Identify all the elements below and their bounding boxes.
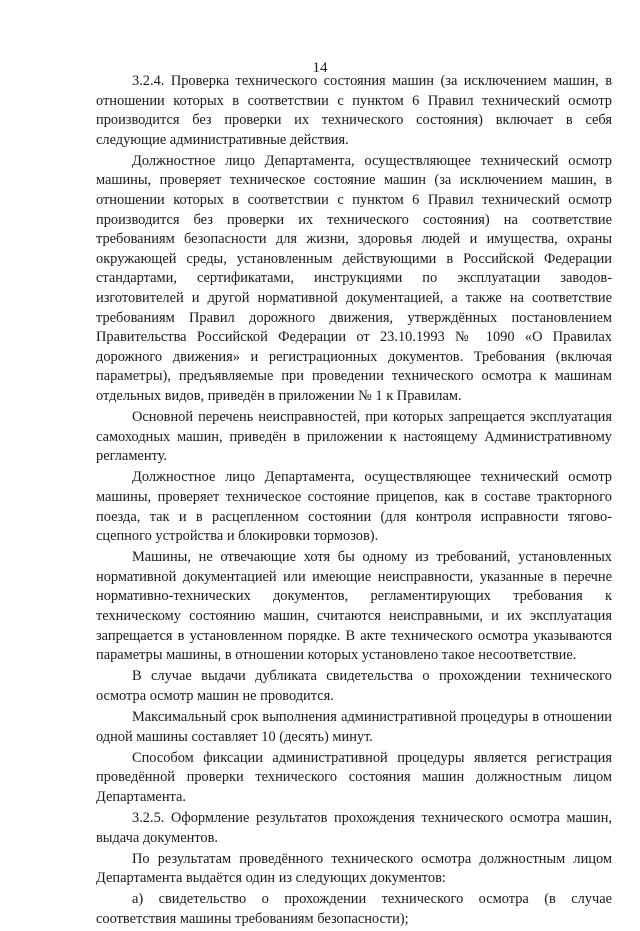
- paragraph-duplicate-certificate: В случае выдачи дубликата свидетельства о прохождении технического осмотра осмотр машин не проводится.: [96, 668, 612, 704]
- paragraph-max-duration: Максимальный срок выполнения административной процедуры в отношении одной машины составляет 10 (десять) минут.: [96, 709, 612, 745]
- document-body: [96, 72, 612, 931]
- page-number: 14: [312, 60, 328, 76]
- paragraph-item-a: а) свидетельство о прохождении технического осмотра (в случае соответствия машины требованиям безопасности);: [96, 891, 612, 927]
- paragraph-fixation-method: Способом фиксации административной процедуры является регистрация проведённой проверки технического состояния машин должностным лицом Департамента.: [96, 749, 612, 805]
- paragraph-3-2-5: 3.2.5. Оформление результатов прохождения технического осмотра машин, выдача документов.: [96, 809, 612, 846]
- paragraph-trailer-inspection: Должностное лицо Департамента, осуществляющее технический осмотр машины, проверяет техническое состояние прицепов, как в составе тракторного поезда, так и в расцепленном состоянии (для контроля исправности тягово-сцепного устройства и блокировки тормозов).: [96, 469, 612, 545]
- paragraph-noncompliant-machines: Машины, не отвечающие хотя бы одному из требований, установленных нормативной документацией или имеющие неисправности, указанные в перечне нормативно-технических документов, регламентирующих требования к техническому состоянию машин, считаются неисправными, и их эксплуатация запрещается в установленном порядке. В акте технического осмотра указываются параметры машины, в отношении которых установлено такое несоответствие.: [96, 549, 612, 664]
- paragraph-malfunction-list: Основной перечень неисправностей, при которых запрещается эксплуатация самоходных машин, приведён в приложении к настоящему Административному регламенту.: [96, 409, 612, 465]
- paragraph-issued-documents: По результатам проведённого технического осмотра должностным лицом Департамента выдаётся один из следующих документов:: [96, 850, 612, 887]
- paragraph-3-2-4: 3.2.4. Проверка технического состояния машин (за исключением машин, в отношении которых в соответствии с пунктом 6 Правил технический осмотр производится без проверки их технического состояния) включает в себя следующие административные действия.: [96, 73, 612, 148]
- paragraph-inspection-requirements: Должностное лицо Департамента, осуществляющее технический осмотр машины, проверяет техническое состояние машин (за исключением машин, в отношении которых в соответствии с пунктом 6 Правил технический осмотр производится без проверки их технического состояния) на соответствие требованиям безопасности для жизни, здоровья людей и имущества, охраны окружающей среды, установленным действующими в Российской Федерации стандартами, сертификатами, инструкциями по эксплуатации заводов-изготовителей и другой нормативной документацией, а также на соответствие требованиям Правил дорожного движения, утверждённых постановлением Правительства Российской Федерации от 23.10.1993 № 1090 «О Правилах дорожного движения» и регистрационных документов. Требования (включая параметры), предъявляемые при проведении технического осмотра к машинам отдельных видов, приведён в приложении № 1 к Правилам.: [96, 152, 612, 404]
